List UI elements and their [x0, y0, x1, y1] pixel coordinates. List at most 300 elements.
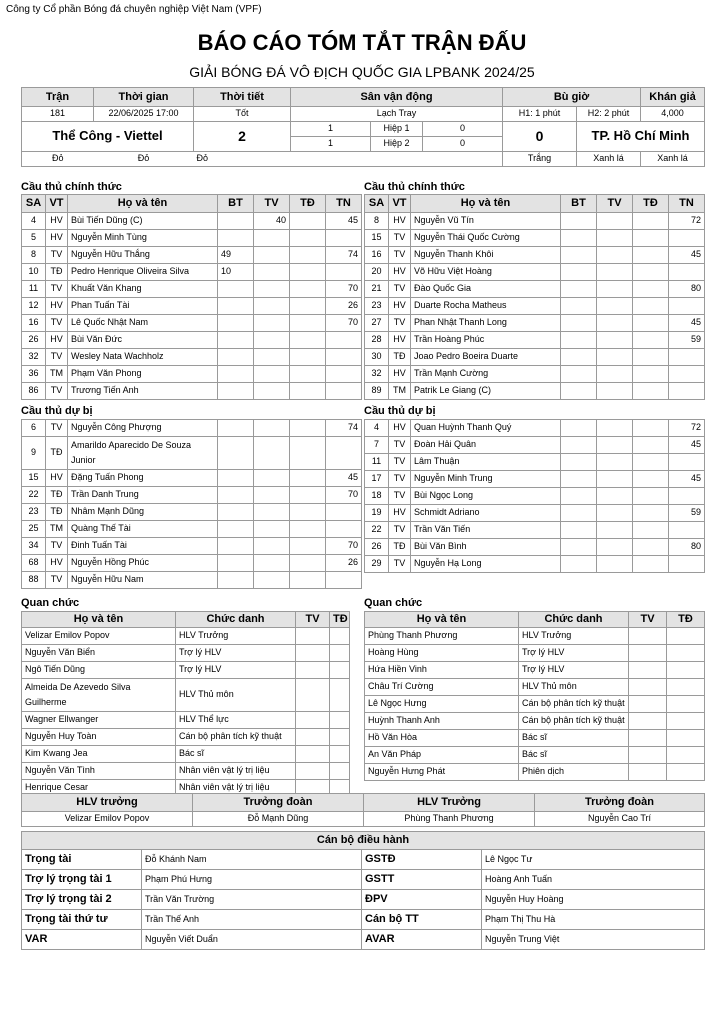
home-starting-cell-3	[218, 332, 254, 349]
away-starting-cell-3	[561, 383, 597, 400]
home-starting-cell-0: 4	[22, 213, 46, 230]
away-starting-header-0: SA	[365, 195, 389, 213]
home-starting-cell-5	[290, 247, 326, 264]
away-starting-cell-3	[561, 349, 597, 366]
home-subs-cell-1: TĐ	[46, 504, 68, 521]
referee-name: Phạm Phú Hưng	[142, 870, 362, 890]
home-official-tv	[296, 729, 330, 746]
away-official-td	[667, 662, 705, 679]
sig-header-away-manager: Trưởng đoàn	[535, 794, 705, 812]
match-stadium: Lạch Tray	[291, 107, 503, 122]
away-starting-cell-0: 32	[365, 366, 389, 383]
home-subs-cell-1: TĐ	[46, 437, 68, 470]
sig-home-coach: Velizar Emilov Popov	[22, 812, 193, 827]
home-official-name: Ngô Tiến Dũng	[22, 662, 176, 679]
away-subs-cell-4	[597, 539, 633, 556]
away-subs-cell-2: Đoàn Hải Quân	[411, 437, 561, 454]
home-subs-cell-2: Nguyễn Hữu Nam	[68, 572, 218, 589]
home-color-2: Đỏ	[94, 152, 194, 167]
home-subs-cell-3	[218, 555, 254, 572]
table-row	[22, 213, 362, 230]
referee-role: Trọng tài thứ tư	[22, 910, 142, 930]
spectators: 4,000	[641, 107, 705, 122]
table-row	[22, 662, 350, 679]
home-starting-cell-3	[218, 349, 254, 366]
away-official-name: Huỳnh Thanh Anh	[365, 713, 519, 730]
report-title: BÁO CÁO TÓM TẮT TRẬN ĐẤU	[197, 30, 527, 55]
table-row	[365, 298, 705, 315]
sig-home-manager: Đỗ Mạnh Dũng	[193, 812, 364, 827]
home-official-name: Wagner Ellwanger	[22, 712, 176, 729]
away-starting-cell-2: Nguyễn Thanh Khôi	[411, 247, 561, 264]
home-official-tv	[296, 746, 330, 763]
away-subs-cell-4	[597, 556, 633, 573]
home-subs-cell-4	[254, 504, 290, 521]
away-subs-cell-3	[561, 488, 597, 505]
away-subs-cell-4	[597, 522, 633, 539]
home-subs-cell-1: TV	[46, 538, 68, 555]
away-starting-cell-3	[561, 247, 597, 264]
away-official-td	[667, 696, 705, 713]
table-row	[22, 555, 362, 572]
table-row	[365, 628, 705, 645]
table-row	[22, 746, 350, 763]
away-subs-cell-5	[633, 471, 669, 488]
home-starting-header-3: BT	[218, 195, 254, 213]
home-starting-cell-6	[326, 332, 362, 349]
home-starting-header-5: TĐ	[290, 195, 326, 213]
away-official-name: Hồ Văn Hòa	[365, 730, 519, 747]
away-starting-cell-0: 23	[365, 298, 389, 315]
away-subs-cell-0: 29	[365, 556, 389, 573]
away-starting-cell-2: Joao Pedro Boeira Duarte	[411, 349, 561, 366]
table-row	[365, 349, 705, 366]
home-starting-header-6: TN	[326, 195, 362, 213]
home-subs-cell-4	[254, 521, 290, 538]
referee-name: Nguyễn Viết Duẩn	[142, 930, 362, 950]
header-weather: Thời tiết	[194, 88, 291, 107]
away-starting-cell-2: Nguyễn Vũ Tín	[411, 213, 561, 230]
name-line-2: Junior	[71, 455, 96, 465]
referee-name: Nguyễn Trung Việt	[482, 930, 705, 950]
header-stoppage: Bù giờ	[503, 88, 641, 107]
table-row	[22, 679, 350, 712]
home-starting-cell-3: 49	[218, 247, 254, 264]
table-row	[22, 504, 362, 521]
home-subs-cell-2: Trần Danh Trung	[68, 487, 218, 504]
home-starting-cell-4	[254, 332, 290, 349]
away-starting-cell-1: TĐ	[389, 349, 411, 366]
home-color-3-text: Đỏ	[196, 153, 209, 164]
home-starting-cell-0: 5	[22, 230, 46, 247]
referee-role: Trợ lý trọng tài 2	[22, 890, 142, 910]
home-starting-cell-2: Bùi Tiến Dũng (C)	[68, 213, 218, 230]
away-official-name: Lê Ngọc Hưng	[365, 696, 519, 713]
away-starting-cell-1: HV	[389, 366, 411, 383]
referee-name: Hoàng Anh Tuấn	[482, 870, 705, 890]
referee-name: Nguyễn Huy Hoàng	[482, 890, 705, 910]
away-subs-cell-4	[597, 488, 633, 505]
away-official-tv	[629, 730, 667, 747]
table-row	[365, 471, 705, 488]
referee-name: Lê Ngọc Tư	[482, 850, 705, 870]
away-starting-header-4: TV	[597, 195, 633, 213]
away-official-td	[667, 730, 705, 747]
table-row	[365, 213, 705, 230]
away-official-role: HLV Thủ môn	[519, 679, 629, 696]
colors-spacer	[291, 152, 503, 167]
away-starting-cell-3	[561, 315, 597, 332]
home-starting-cell-5	[290, 281, 326, 298]
away-starting-cell-0: 28	[365, 332, 389, 349]
home-starting-cell-6: 45	[326, 213, 362, 230]
table-row	[22, 349, 362, 366]
away-subs-cell-3	[561, 539, 597, 556]
home-official-role: Cán bộ phân tích kỹ thuật	[176, 729, 296, 746]
home-subs-cell-6: 45	[326, 470, 362, 487]
table-row	[365, 488, 705, 505]
home-subs-cell-5	[290, 437, 326, 470]
table-row	[365, 230, 705, 247]
away-starting-cell-1: HV	[389, 264, 411, 281]
home-official-role: HLV Thủ môn	[176, 679, 296, 712]
name-line-2: Guilherme	[25, 697, 67, 707]
home-subs-cell-0: 6	[22, 420, 46, 437]
away-subs-label: Cầu thủ dự bị	[364, 405, 436, 417]
away-subs-cell-3	[561, 522, 597, 539]
away-subs-cell-0: 18	[365, 488, 389, 505]
home-starting-cell-6: 70	[326, 281, 362, 298]
home-starting-header-4: TV	[254, 195, 290, 213]
away-starting-cell-1: TV	[389, 230, 411, 247]
home-subs-cell-0: 25	[22, 521, 46, 538]
away-starting-cell-3	[561, 298, 597, 315]
referee-role: AVAR	[362, 930, 482, 950]
table-row	[365, 764, 705, 781]
home-starting-cell-6	[326, 264, 362, 281]
home-subs-cell-0: 15	[22, 470, 46, 487]
home-official-role: Nhân viên vật lý trị liệu	[176, 780, 296, 797]
away-official-tv	[629, 696, 667, 713]
home-official-name	[22, 679, 176, 712]
away-subs-cell-2: Quan Huỳnh Thanh Quý	[411, 420, 561, 437]
home-starting-cell-5	[290, 298, 326, 315]
home-subs-cell-0: 88	[22, 572, 46, 589]
away-starting-cell-4	[597, 281, 633, 298]
home-starting-cell-4	[254, 247, 290, 264]
home-starting-cell-3	[218, 315, 254, 332]
table-row	[22, 712, 350, 729]
home-score: 2	[194, 122, 291, 152]
away-subs-cell-6	[669, 488, 705, 505]
away-starting-cell-5	[633, 264, 669, 281]
table-row	[365, 522, 705, 539]
table-row	[22, 850, 705, 870]
home-subs-cell-5	[290, 487, 326, 504]
away-starting-cell-0: 89	[365, 383, 389, 400]
home-subs-cell-5	[290, 572, 326, 589]
home-starting-cell-3	[218, 281, 254, 298]
home-starting-cell-6	[326, 383, 362, 400]
away-official-name: Nguyễn Hưng Phát	[365, 764, 519, 781]
home-subs-cell-3	[218, 521, 254, 538]
home-team-name: Thể Công - Viettel	[22, 122, 194, 152]
header-stadium: Sân vận động	[291, 88, 503, 107]
away-starting-cell-6: 45	[669, 247, 705, 264]
home-starting-cell-6: 70	[326, 315, 362, 332]
home-starting-cell-2: Trương Tiến Anh	[68, 383, 218, 400]
home-subs-cell-1: TV	[46, 572, 68, 589]
away-subs-cell-6	[669, 556, 705, 573]
away-subs-cell-6: 80	[669, 539, 705, 556]
away-starting-cell-3	[561, 281, 597, 298]
away-subs-cell-4	[597, 437, 633, 454]
away-official-name: An Văn Pháp	[365, 747, 519, 764]
away-subs-cell-5	[633, 556, 669, 573]
home-subs-cell-1: HV	[46, 470, 68, 487]
home-starting-header-1: VT	[46, 195, 68, 213]
away-subs-cell-5	[633, 539, 669, 556]
away-starting-cell-0: 27	[365, 315, 389, 332]
table-row	[22, 230, 362, 247]
half1-home: 1	[291, 122, 371, 137]
away-subs-cell-1: TV	[389, 454, 411, 471]
away-starting-cell-4	[597, 315, 633, 332]
away-subs-cell-4	[597, 471, 633, 488]
away-official-tv	[629, 679, 667, 696]
home-starting-cell-6	[326, 349, 362, 366]
home-starting-cell-5	[290, 264, 326, 281]
table-row	[365, 332, 705, 349]
home-starting-cell-5	[290, 366, 326, 383]
home-starting-cell-1: TV	[46, 315, 68, 332]
away-subs-cell-1: TV	[389, 471, 411, 488]
home-official-td	[330, 729, 350, 746]
away-starting-cell-4	[597, 349, 633, 366]
away-official-tv	[629, 645, 667, 662]
home-starting-cell-5	[290, 230, 326, 247]
home-starting-cell-4	[254, 281, 290, 298]
away-starting-cell-6	[669, 298, 705, 315]
away-starting-cell-4	[597, 264, 633, 281]
home-official-role: Bác sĩ	[176, 746, 296, 763]
home-subs-cell-6: 26	[326, 555, 362, 572]
name-line-1: Amarildo Aparecido De Souza	[71, 440, 192, 450]
header-match: Trận	[22, 88, 94, 107]
away-subs-cell-5	[633, 505, 669, 522]
home-starting-cell-0: 11	[22, 281, 46, 298]
away-starting-cell-5	[633, 349, 669, 366]
away-subs-cell-2: Nguyễn Hạ Long	[411, 556, 561, 573]
match-info-table	[21, 87, 705, 167]
home-starting-cell-6	[326, 230, 362, 247]
away-official-role: Bác sĩ	[519, 747, 629, 764]
table-row	[365, 454, 705, 471]
stoppage-h2: H2: 2 phút	[577, 107, 641, 122]
away-starting-cell-6: 59	[669, 332, 705, 349]
away-subs-cell-4	[597, 454, 633, 471]
away-subs-cell-3	[561, 420, 597, 437]
table-row	[365, 505, 705, 522]
home-official-td	[330, 763, 350, 780]
away-starting-cell-6	[669, 264, 705, 281]
away-starting-cell-3	[561, 332, 597, 349]
away-official-name: Hứa Hiền Vinh	[365, 662, 519, 679]
away-subs-cell-6: 45	[669, 437, 705, 454]
home-starting-cell-1: TĐ	[46, 264, 68, 281]
away-subs-cell-6	[669, 522, 705, 539]
away-subs-cell-3	[561, 556, 597, 573]
home-official-tv	[296, 712, 330, 729]
away-team-name: TP. Hồ Chí Minh	[577, 122, 705, 152]
home-starting-cell-2: Nguyễn Hữu Thắng	[68, 247, 218, 264]
home-starting-cell-5	[290, 383, 326, 400]
table-row	[365, 539, 705, 556]
home-subs-cell-3	[218, 572, 254, 589]
home-subs-cell-3	[218, 437, 254, 470]
home-starting-cell-2: Khuất Văn Khang	[68, 281, 218, 298]
away-subs-cell-2: Trần Văn Tiến	[411, 522, 561, 539]
away-starting-cell-6	[669, 230, 705, 247]
away-starting-cell-1: HV	[389, 332, 411, 349]
away-official-td	[667, 764, 705, 781]
away-subs-cell-6: 59	[669, 505, 705, 522]
home-starting-cell-6: 26	[326, 298, 362, 315]
away-official-td	[667, 713, 705, 730]
home-subs-cell-4	[254, 420, 290, 437]
home-subs-cell-6	[326, 521, 362, 538]
home-subs-cell-2: Nguyễn Hồng Phúc	[68, 555, 218, 572]
home-starting-cell-4	[254, 264, 290, 281]
away-subs-cell-3	[561, 437, 597, 454]
home-subs-cell-0: 68	[22, 555, 46, 572]
away-subs-cell-2: Nguyễn Minh Trung	[411, 471, 561, 488]
away-official-tv	[629, 662, 667, 679]
home-official-header-0: Họ và tên	[22, 612, 176, 628]
away-starting-cell-4	[597, 247, 633, 264]
away-starting-cell-3	[561, 366, 597, 383]
referees-title: Cán bộ điều hành	[22, 832, 705, 850]
home-starting-cell-0: 10	[22, 264, 46, 281]
home-officials-table	[21, 611, 350, 797]
table-row	[365, 730, 705, 747]
away-official-tv	[629, 713, 667, 730]
away-starting-cell-6: 45	[669, 315, 705, 332]
away-starting-cell-0: 8	[365, 213, 389, 230]
home-subs-cell-2: Nguyễn Công Phượng	[68, 420, 218, 437]
referee-role: Cán bộ TT	[362, 910, 482, 930]
half1-label: Hiệp 1	[371, 122, 423, 137]
home-official-td	[330, 746, 350, 763]
away-subs-cell-2: Lâm Thuận	[411, 454, 561, 471]
away-starting-cell-5	[633, 247, 669, 264]
home-starting-header-2: Họ và tên	[68, 195, 218, 213]
home-official-name: Kim Kwang Jea	[22, 746, 176, 763]
home-official-header-2: TV	[296, 612, 330, 628]
away-official-td	[667, 645, 705, 662]
table-row	[22, 538, 362, 555]
away-starting-cell-0: 30	[365, 349, 389, 366]
header-spectators: Khán giả	[641, 88, 705, 107]
away-officials-label: Quan chức	[364, 597, 423, 609]
away-starting-cell-5	[633, 298, 669, 315]
home-subs-cell-5	[290, 420, 326, 437]
away-starting-cell-6	[669, 383, 705, 400]
away-starting-cell-2: Đào Quốc Gia	[411, 281, 561, 298]
away-subs-cell-5	[633, 420, 669, 437]
away-starting-header-6: TN	[669, 195, 705, 213]
away-official-name: Phùng Thanh Phương	[365, 628, 519, 645]
away-official-name: Châu Trí Cường	[365, 679, 519, 696]
sig-away-coach: Phùng Thanh Phương	[364, 812, 535, 827]
referee-role: Trọng tài	[22, 850, 142, 870]
home-starting-cell-5	[290, 332, 326, 349]
home-starting-cell-3	[218, 366, 254, 383]
home-subs-cell-2: Đinh Tuấn Tài	[68, 538, 218, 555]
home-official-name: Velizar Emilov Popov	[22, 628, 176, 645]
away-official-role: Bác sĩ	[519, 730, 629, 747]
table-row	[22, 572, 362, 589]
away-official-tv	[629, 764, 667, 781]
home-subs-cell-6: 70	[326, 487, 362, 504]
away-starting-cell-1: HV	[389, 213, 411, 230]
home-official-td	[330, 628, 350, 645]
half2-away: 0	[423, 137, 503, 152]
table-row	[22, 910, 705, 930]
table-row	[22, 420, 362, 437]
away-starting-cell-2: Nguyễn Thái Quốc Cường	[411, 230, 561, 247]
home-subs-cell-6	[326, 437, 362, 470]
away-subs-cell-0: 11	[365, 454, 389, 471]
away-starting-cell-2: Trần Hoàng Phúc	[411, 332, 561, 349]
home-starting-cell-0: 26	[22, 332, 46, 349]
table-row	[365, 556, 705, 573]
home-starting-cell-2: Nguyễn Minh Tùng	[68, 230, 218, 247]
away-subs-cell-5	[633, 488, 669, 505]
home-official-td	[330, 679, 350, 712]
away-starting-cell-4	[597, 332, 633, 349]
half2-label: Hiệp 2	[371, 137, 423, 152]
away-subs-cell-6	[669, 454, 705, 471]
away-starting-cell-4	[597, 366, 633, 383]
match-weather: Tốt	[194, 107, 291, 122]
away-starting-cell-5	[633, 230, 669, 247]
table-row	[22, 890, 705, 910]
away-subs-cell-2: Schmidt Adriano	[411, 505, 561, 522]
away-starting-cell-6	[669, 366, 705, 383]
away-subs-cell-3	[561, 505, 597, 522]
table-row	[365, 437, 705, 454]
away-subs-cell-0: 22	[365, 522, 389, 539]
away-starting-header-5: TĐ	[633, 195, 669, 213]
away-subs-cell-6: 45	[669, 471, 705, 488]
home-subs-cell-1: TM	[46, 521, 68, 538]
away-starting-cell-4	[597, 230, 633, 247]
away-starting-cell-4	[597, 383, 633, 400]
away-official-role: HLV Trưởng	[519, 628, 629, 645]
away-official-tv	[629, 628, 667, 645]
table-row	[22, 521, 362, 538]
half2-home: 1	[291, 137, 371, 152]
home-subs-cell-0: 22	[22, 487, 46, 504]
home-starting-cell-4	[254, 366, 290, 383]
away-starting-cell-1: TV	[389, 281, 411, 298]
table-row	[365, 264, 705, 281]
home-subs-cell-6: 70	[326, 538, 362, 555]
home-subs-cell-0: 23	[22, 504, 46, 521]
away-starting-cell-4	[597, 298, 633, 315]
home-official-td	[330, 662, 350, 679]
